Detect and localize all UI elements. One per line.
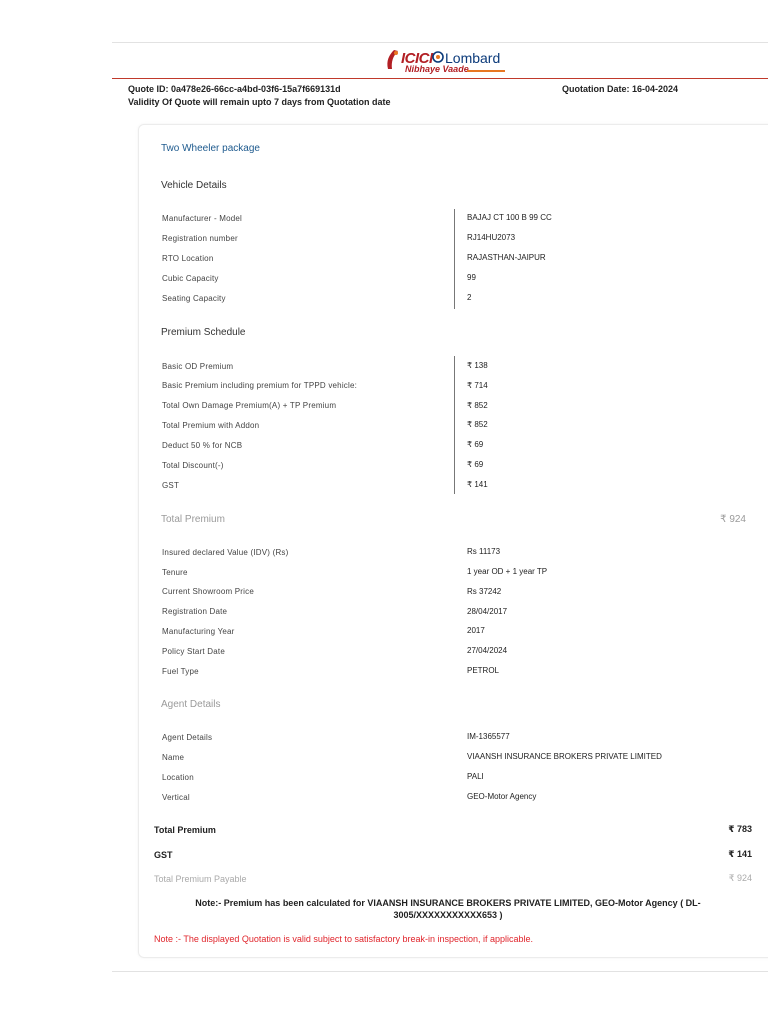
summary-total-premium-value: ₹ 783	[728, 824, 752, 834]
row-value: 99	[467, 273, 476, 282]
summary-gst-label: GST	[154, 850, 173, 860]
row-label: Agent Details	[162, 733, 213, 742]
row-label: GST	[162, 481, 180, 490]
row-value: 28/04/2017	[467, 607, 508, 616]
row-label: Name	[162, 753, 185, 762]
row-label: Manufacturer - Model	[162, 214, 243, 223]
row-value: ₹ 714	[467, 381, 488, 390]
row-label: Registration number	[162, 234, 238, 243]
total-premium-label: Total Premium	[161, 514, 225, 525]
row-label: Cubic Capacity	[162, 274, 219, 283]
row-value: VIAANSH INSURANCE BROKERS PRIVATE LIMITED	[467, 752, 662, 761]
calculation-note: Note:- Premium has been calculated for VIAANSH INSURANCE BROKERS PRIVATE LIMITED, GEO-Motor Agency ( DL-3005/XXXXXXXXXXX653 )	[195, 898, 701, 920]
row-label: Vertical	[162, 793, 190, 802]
row-label: Fuel Type	[162, 667, 199, 676]
row-value: 1 year OD + 1 year TP	[467, 567, 548, 576]
row-value: PALI	[467, 772, 484, 781]
quote-card	[138, 124, 768, 958]
row-label: Total Premium with Addon	[162, 421, 260, 430]
row-value: 2	[467, 293, 472, 302]
row-value: ₹ 852	[467, 420, 488, 429]
total-premium-payable-label: Total Premium Payable	[154, 874, 247, 884]
row-label: Tenure	[162, 568, 188, 577]
row-label: Manufacturing Year	[162, 627, 235, 636]
agent-details-heading: Agent Details	[161, 699, 221, 710]
row-label: Policy Start Date	[162, 647, 225, 656]
row-value: RJ14HU2073	[467, 233, 516, 242]
company-logo	[385, 47, 515, 77]
row-value: 2017	[467, 626, 485, 635]
row-label: Total Own Damage Premium(A) + TP Premium	[162, 401, 337, 410]
row-value: ₹ 69	[467, 460, 484, 469]
total-premium-payable-value: ₹ 924	[728, 873, 752, 883]
summary-gst-value: ₹ 141	[728, 849, 752, 859]
row-label: Total Discount(-)	[162, 461, 224, 470]
logo-circle-icon	[432, 51, 444, 63]
bottom-divider	[112, 971, 768, 972]
logo-name: Lombard	[445, 50, 501, 66]
row-label: Seating Capacity	[162, 294, 226, 303]
premium-schedule-heading: Premium Schedule	[161, 327, 246, 338]
package-title: Two Wheeler package	[161, 143, 260, 154]
vehicle-details-heading: Vehicle Details	[161, 180, 227, 191]
row-value: IM-1365577	[467, 732, 510, 741]
logo-tagline: Nibhaye Vaade	[405, 64, 469, 74]
quotation-date: Quotation Date: 16-04-2024	[562, 84, 679, 94]
row-label: Basic Premium including premium for TPPD vehicle:	[162, 381, 358, 390]
row-value: ₹ 69	[467, 440, 484, 449]
premium-divider	[454, 356, 455, 494]
top-divider	[112, 42, 768, 43]
row-value: GEO-Motor Agency	[467, 792, 537, 801]
row-value: ₹ 138	[467, 361, 488, 370]
row-value: Rs 11173	[467, 547, 501, 556]
row-value: ₹ 852	[467, 401, 488, 410]
row-label: Registration Date	[162, 607, 228, 616]
vehicle-divider	[454, 209, 455, 309]
total-premium-value: ₹ 924	[720, 514, 746, 525]
quote-id: Quote ID: 0a478e26-66cc-a4bd-03f6-15a7f669131d	[128, 84, 341, 94]
row-label: Location	[162, 773, 194, 782]
row-value: 27/04/2024	[467, 646, 508, 655]
row-label: Basic OD Premium	[162, 362, 234, 371]
quote-validity: Validity Of Quote will remain upto 7 days from Quotation date	[128, 97, 391, 107]
row-value: ₹ 141	[467, 480, 488, 489]
validity-note: Note :- The displayed Quotation is valid subject to satisfactory break-in inspection, if applicable.	[154, 934, 534, 944]
header-divider	[112, 78, 768, 79]
summary-total-premium-label: Total Premium	[154, 825, 216, 835]
row-label: Current Showroom Price	[162, 587, 254, 596]
row-value: RAJASTHAN-JAIPUR	[467, 253, 546, 262]
row-value: Rs 37242	[467, 587, 502, 596]
row-value: BAJAJ CT 100 B 99 CC	[467, 213, 552, 222]
row-label: Insured declared Value (IDV) (Rs)	[162, 548, 289, 557]
logo-mark-icon	[385, 49, 401, 71]
row-value: PETROL	[467, 666, 500, 675]
logo-brand: ICICI	[401, 50, 433, 67]
row-label: Deduct 50 % for NCB	[162, 441, 243, 450]
row-label: RTO Location	[162, 254, 214, 263]
logo-underline	[467, 70, 505, 72]
